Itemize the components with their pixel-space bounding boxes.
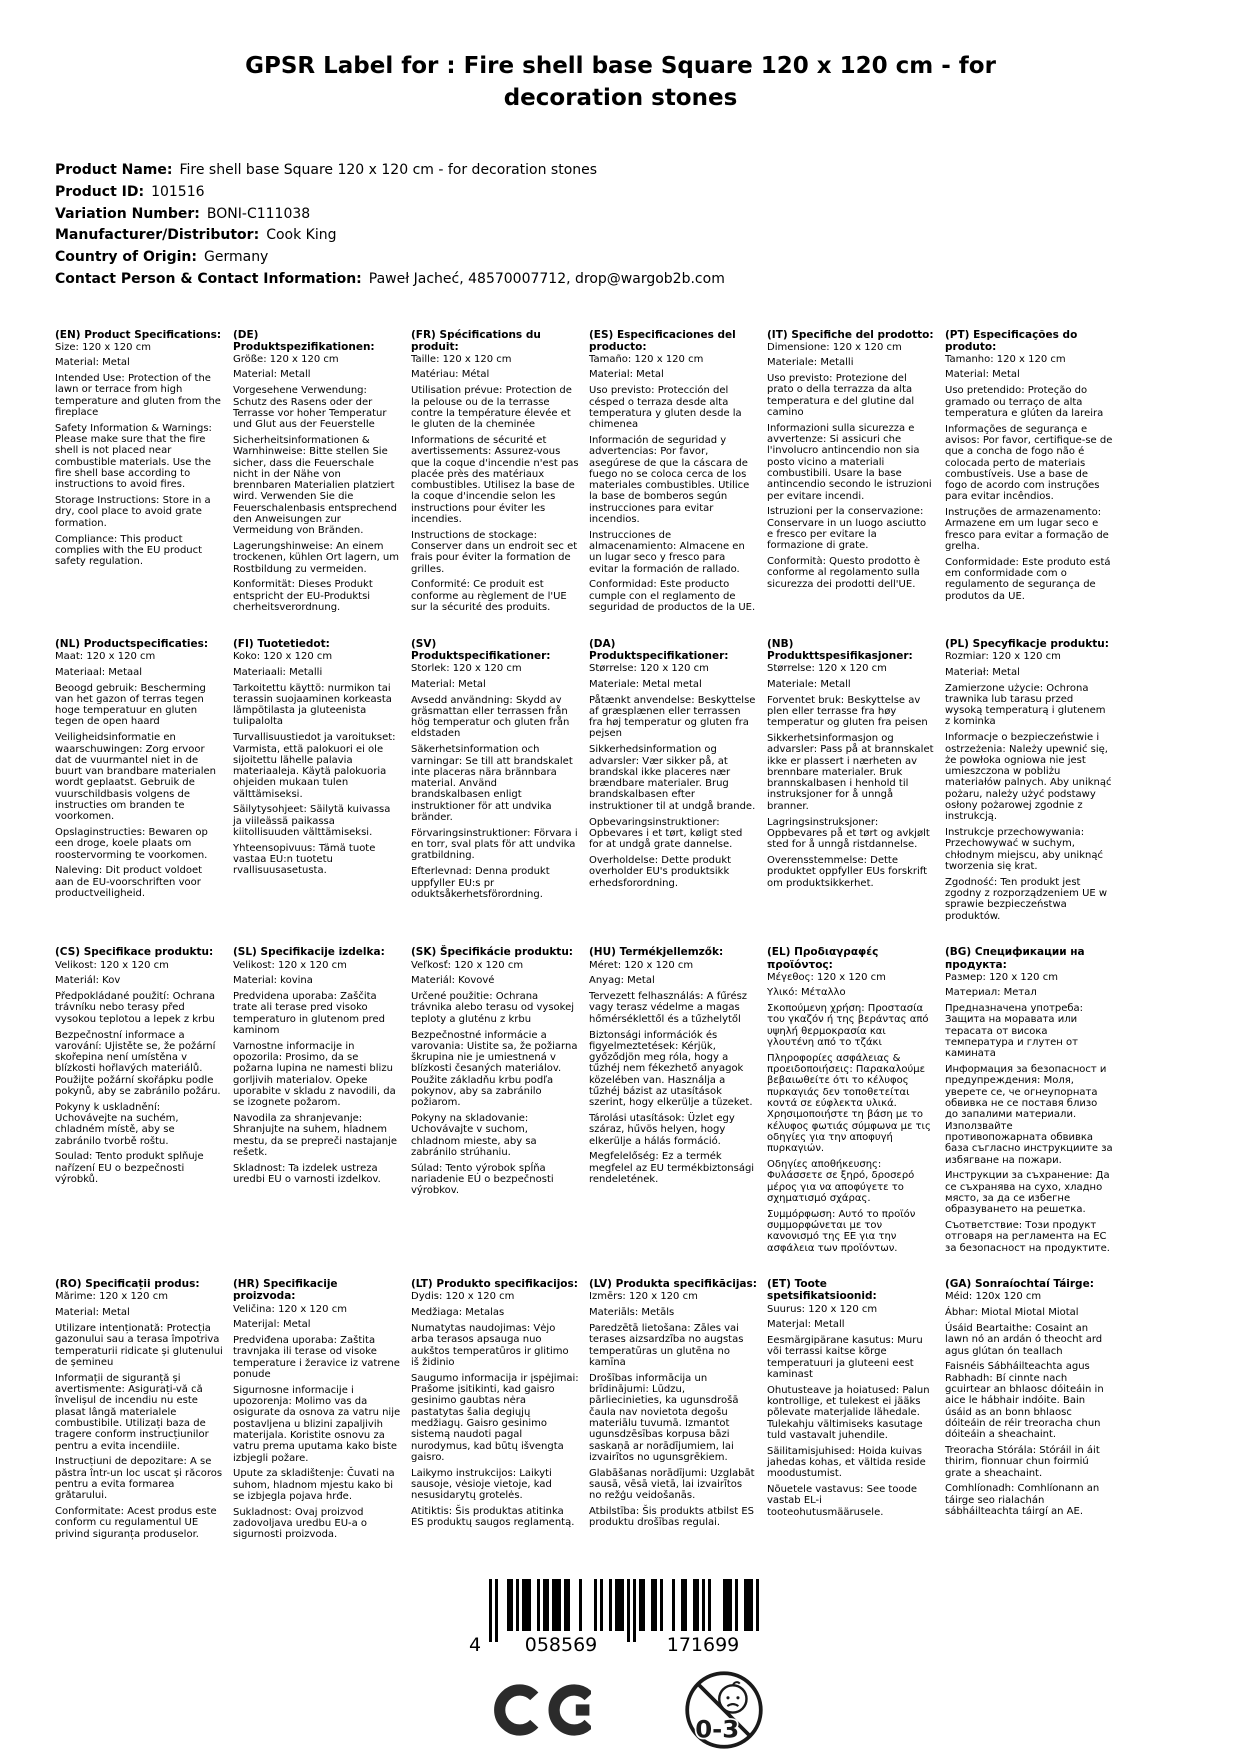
spec-paragraph: Velikost: 120 x 120 cm [55, 959, 169, 971]
spec-paragraph: Forventet bruk: Beskyttelse av plen eller terrasse fra høy temperatur og gluten fra peisen [767, 694, 928, 729]
spec-paragraph: Velikost: 120 x 120 cm [233, 959, 347, 971]
spec-paragraph: Materiaali: Metalli [233, 666, 323, 678]
spec-block-heading: (RO) Specificații produs: [55, 1278, 200, 1291]
spec-paragraph: Opslaginstructies: Bewaren op een droge, koele plaats om roostervorming te voorkomen. [55, 827, 208, 861]
spec-paragraph: Informacje o bezpieczeństwie i ostrzeżenia: Należy upewnić się, że powłoka ogniowa nie jest umieszczona w pobliżu materiałów palnych. Aby uniknąć pożaru, należy użyć podstawy osłony pożarowej zgodnie z instrukcją. [945, 732, 1112, 823]
spec-block-it [767, 329, 935, 618]
spec-paragraph: Size: 120 x 120 cm [55, 341, 151, 353]
spec-block-sv [411, 638, 579, 927]
spec-block-fi [233, 638, 401, 927]
spec-paragraph: Intended Use: Protection of the lawn or terrace from high temperature and gluten from the fireplace [55, 373, 221, 419]
spec-paragraph: Rozmiar: 120 x 120 cm [945, 650, 1061, 662]
contact-row [55, 269, 1241, 291]
spec-paragraph: Materiál: Kov [55, 975, 121, 987]
spec-paragraph: Avsedd användning: Skydd av gräsmattan eller terrassen från hög temperatur och gluten från eldstaden [411, 694, 570, 740]
manufacturer-value: Cook King [266, 227, 337, 244]
spec-paragraph: Instrukcje przechowywania: Przechowywać w suchym, chłodnym miejscu, aby uniknąć tworzenia się krat. [945, 827, 1103, 872]
spec-paragraph: Materiale: Metall [767, 678, 851, 690]
spec-paragraph: Zgodność: Ten produkt jest zgodny z rozporządzeniem UE w sprawie bezpieczeństwa produktów. [945, 876, 1108, 922]
spec-paragraph: Material: Metall [233, 369, 311, 381]
spec-paragraph: Información de seguridad y advertencias: Por favor, asegúrese de que la cáscara de fuego no se coloca cerca de los materiales combustibles. Utilice la base de bomberos según instrucciones para evitar incendios. [589, 434, 750, 525]
spec-paragraph: Určené použitie: Ochrana trávnika alebo terasu od vysokej teploty a gluténu z krbu [411, 991, 575, 1025]
spec-block-heading: (LV) Produkta specifikācijas: [589, 1278, 757, 1291]
spec-paragraph: Uso previsto: Protección del césped o terraza desde alta temperatura y gluten desde la chimenea [589, 385, 742, 431]
country-of-origin-value: Germany [204, 249, 269, 266]
spec-paragraph: Istruzioni per la conservazione: Conservare in un luogo asciutto e fresco per evitare la formazione di grate. [767, 506, 927, 552]
spec-paragraph: Comhlíonadh: Comhlíonann an táirge seo rialachán sábháilteachta táirgí an AE. [945, 1483, 1100, 1518]
spec-paragraph: Medžiaga: Metalas [411, 1307, 505, 1319]
spec-block-heading: (HU) Termékjellemzők: [589, 946, 724, 959]
country-of-origin-row [55, 247, 1241, 269]
spec-block-pt [945, 329, 1113, 618]
spec-paragraph: Materiale: Metalli [767, 357, 854, 369]
spec-paragraph: Vorgesehene Verwendung: Schutz des Rasens oder der Terrasse vor hoher Temperatur und Glut aus der Feuerstelle [233, 385, 387, 431]
spec-paragraph: Varnostne informacije in opozorila: Prosimo, da se požarna lupina ne namesti blizu gorljivih materialov. Opeke uporabite v skladu z navodili, da se izognete požarom. [233, 1040, 396, 1109]
spec-paragraph: Koko: 120 x 120 cm [233, 650, 333, 662]
spec-block-fr [411, 329, 579, 618]
spec-paragraph: Utilizare intenționată: Protecția gazonului sau a terasa împotriva temperaturii ridicate și glutenului de șemineu [55, 1323, 223, 1368]
spec-paragraph: Förvaringsinstruktioner: Förvara i en torr, sval plats för att undvika gratbildning. [411, 827, 578, 862]
footer-section [0, 1579, 1241, 1755]
spec-paragraph: Conformidad: Este producto cumple con el reglamento de seguridad de productos de la UE. [589, 579, 756, 614]
spec-block-heading: (NB) Produkttspesifikasjoner: [767, 637, 913, 662]
spec-block-heading: (HR) Specifikacije proizvoda: [233, 1278, 338, 1303]
spec-paragraph: Conformidade: Este produto está em conformidade com o regulamento de segurança de produtos da UE. [945, 556, 1111, 602]
spec-block-pl [945, 638, 1113, 927]
page-title: GPSR Label for : Fire shell base Square 120 x 120 cm - for decoration stones [245, 53, 996, 112]
spec-paragraph: Sukladnost: Ovaj proizvod zadovoljava uredbu EU-a o sigurnosti proizvoda. [233, 1506, 368, 1541]
spec-block-nl [55, 638, 223, 927]
spec-paragraph: Instrucțiuni de depozitare: A se păstra într-un loc uscat și răcoros pentru a evita formarea grătarului. [55, 1456, 223, 1502]
spec-paragraph: Opbevaringsinstruktioner: Opbevares i et tørt, køligt sted for at undgå grate dannelse. [589, 816, 743, 851]
spec-paragraph: Größe: 120 x 120 cm [233, 353, 339, 365]
spec-paragraph: Storage Instructions: Store in a dry, cool place to avoid grate formation. [55, 495, 211, 529]
spec-paragraph: Lagerungshinweise: An einem trockenen, kühlen Ort lagern, um Rostbildung zu vermeiden. [233, 541, 400, 575]
spec-paragraph: Informații de siguranță și avertismente: Asigurați-vă că învelișul de incendiu nu este plasat lângă materialele combustibile. Utilizați baza de tragere conform instrucțiunilor pentru a evita incendiile. [55, 1372, 209, 1452]
spec-block-heading: (SK) Špecifikácie produktu: [411, 946, 574, 959]
spec-paragraph: Bezpečnostní informace a varování: Ujistěte se, že požární skořepina není umístěna v blízkosti hořlavých materiálů. Použijte požární skořápku podle pokynů, aby se zabránilo požáru. [55, 1029, 221, 1097]
spec-paragraph: Informations de sécurité et avertissements: Assurez-vous que la coque d'incendie n'est pas placée près des matériaux combustibles. Utilisez la base de la coque d'incendie selon les instructions pour éviter les incendies. [411, 434, 579, 525]
spec-block-heading: (PT) Especificações do produto: [945, 328, 1078, 353]
spec-paragraph: Material: Metal [55, 1307, 130, 1319]
product-info-section [55, 160, 1241, 290]
product-id-value: 101516 [151, 184, 205, 201]
spec-paragraph: Paredzētā lietošana: Zāles vai terases aizsardzība no augstas temperatūras un glutēna no kamīna [589, 1323, 744, 1368]
spec-paragraph: Material: kovina [233, 975, 313, 987]
spec-paragraph: Dimensione: 120 x 120 cm [767, 341, 902, 353]
manufacturer-label: Manufacturer/Distributor: [55, 227, 260, 244]
contact-label: Contact Person & Contact Information: [55, 270, 362, 287]
spec-paragraph: Størrelse: 120 x 120 cm [589, 662, 709, 674]
spec-paragraph: Upute za skladištenje: Čuvati na suhom, hladnom mjestu kako bi se izbjegla pojava hrđe. [233, 1468, 395, 1502]
spec-paragraph: Säkerhetsinformation och varningar: Se till att brandskalet inte placeras nära brännbara material. Använd brandskalbasen enligt instruktioner för att undvika bränder. [411, 744, 573, 824]
spec-paragraph: Uso previsto: Protezione del prato o della terrazza da alta temperatura e del glutine dal camino [767, 373, 915, 419]
spec-block-el [767, 946, 935, 1258]
spec-paragraph: Materiaal: Metaal [55, 666, 143, 678]
spec-block-ro [55, 1278, 223, 1545]
spec-paragraph: Beoogd gebruik: Bescherming van het gazon of terras tegen hoge temperatuur en gluten tegen de open haard [55, 682, 206, 728]
spec-block-heading: (GA) Sonraíochtaí Táirge: [945, 1278, 1094, 1291]
spec-grid [55, 329, 1113, 1546]
spec-paragraph: Sikkerhedsinformation og advarsler: Vær sikker på, at brandskal ikke placeres nær brændbare materialer. Brug brandskalbasen efter instruktioner til at undgå brande. [589, 744, 756, 812]
spec-paragraph: Předpokládané použití: Ochrana trávníku nebo terasy před vysokou teplotou a lepek z krbu [55, 991, 216, 1025]
spec-paragraph: Efterlevnad: Denna produkt uppfyller EU:s pr oduktsåkerhetsförordning. [411, 866, 550, 900]
spec-paragraph: Informazioni sulla sicurezza e avvertenze: Si assicuri che l'involucro antincendio non sia posto vicino a materiali combustibili. Usare la base antincendio secondo le istruzioni per evitare incendi. [767, 422, 932, 502]
spec-paragraph: Úsáid Beartaithe: Cosaint an lawn nó an ardán ó theocht ard agus glútan ón teallach [945, 1323, 1103, 1357]
spec-paragraph: Съответствие: Този продукт отговаря на регламента на ЕС за безопасност на продуктите. [945, 1220, 1110, 1254]
spec-paragraph: Material: Metal [945, 369, 1020, 381]
ce-mark-icon [487, 1678, 591, 1746]
spec-paragraph: Zamierzone użycie: Ochrona trawnika lub tarasu przed wysoką temperaturą i glutenem z kominka [945, 682, 1106, 728]
svg-text:171699: 171699 [666, 1634, 739, 1657]
spec-paragraph: Sicherheitsinformationen & Warnhinweise: Bitte stellen Sie sicher, dass die Feuerschale nicht in der Nähe von brennbaren Materialien platziert wird. Verwenden Sie die Feuerschalenbasis entsprechend den Anweisungen zur Vermeidung von Bränden. [233, 434, 397, 537]
barcode-svg [463, 1579, 779, 1657]
spec-paragraph: Påtænkt anvendelse: Beskyttelse af græsplænen eller terrassen fra høj temperatur og gluten fra pejsen [589, 694, 756, 740]
spec-block-heading: (FR) Spécifications du produit: [411, 328, 541, 353]
spec-paragraph: Uso pretendido: Proteção do gramado ou terraço de alta temperatura e glúten da lareira [945, 385, 1104, 419]
spec-block-heading: (DA) Produktspecifikationer: [589, 637, 729, 662]
spec-paragraph: Conformità: Questo prodotto è conforme al regolamento sulla sicurezza dei prodotti dell'UE. [767, 556, 921, 590]
spec-paragraph: Instructions de stockage: Conserver dans un endroit sec et frais pour éviter la formation de grilles. [411, 529, 578, 575]
variation-number-row [55, 204, 1241, 226]
spec-paragraph: Tárolási utasítások: Üzlet egy száraz, hűvös helyen, hogy elkerülje a hálás formáció. [589, 1113, 735, 1147]
spec-paragraph: Veličina: 120 x 120 cm [233, 1303, 347, 1315]
spec-paragraph: Méret: 120 x 120 cm [589, 959, 694, 971]
spec-paragraph: Faisnéis Sábháilteachta agus Rabhadh: Bí cinnte nach gcuirtear an bhlaosc dóiteáin in aice le hábhair indóite. Bain úsáid as an bonn bhlaosc dóiteáin de réir treoracha chun dóiteáin a sheachaint. [945, 1361, 1104, 1441]
spec-block-heading: (FI) Tuotetiedot: [233, 637, 330, 650]
spec-paragraph: Materiāls: Metāls [589, 1307, 675, 1319]
spec-block-heading: (SV) Produktspecifikationer: [411, 637, 551, 662]
spec-paragraph: Atitiktis: Šis produktas atitinka ES produktų saugos reglamentą. [411, 1506, 575, 1529]
spec-paragraph: Material: Metal [411, 678, 486, 690]
spec-paragraph: Safety Information & Warnings: Please make sure that the fire shell is not placed near combustible materials. Use the fire shell base according to instructions to avoid fires. [55, 422, 212, 491]
spec-block-heading: (IT) Specifiche del prodotto: [767, 328, 934, 341]
spec-paragraph: Материал: Метал [945, 987, 1037, 999]
spec-block-hu [589, 946, 757, 1258]
spec-paragraph: Konformität: Dieses Produkt entspricht der EU-Produktsi cherheitsverordnung. [233, 579, 373, 614]
spec-paragraph: Taille: 120 x 120 cm [411, 353, 512, 365]
spec-paragraph: Materjal: Metall [767, 1319, 845, 1331]
spec-paragraph: Biztonsági információk és figyelmeztetések: Kérjük, győződjön meg róla, hogy a tűzhéj nem fékezhető anyagok közelében van. Használja a tűzhéj bázist az utasítások szerint, hogy elkerülje a tüzeket. [589, 1029, 753, 1109]
country-of-origin-label: Country of Origin: [55, 249, 197, 266]
spec-paragraph: Συμμόρφωση: Αυτό το προϊόν συμμορφώνεται με τον κανονισμό της ΕΕ για την ασφάλεια των προϊόντων. [767, 1208, 916, 1254]
spec-paragraph: Overholdelse: Dette produkt overholder EU's produktsikk erhedsforordning. [589, 854, 732, 889]
spec-paragraph: Μέγεθος: 120 x 120 cm [767, 971, 886, 983]
spec-paragraph: Naleving: Dit product voldoet aan de EU-voorschriften voor productveiligheid. [55, 865, 203, 900]
product-id-row [55, 182, 1241, 204]
spec-block-cs [55, 946, 223, 1258]
spec-paragraph: Treoracha Stórála: Stóráil in áit thirim, fionnuar chun foirmiú grate a sheachaint. [945, 1445, 1100, 1479]
spec-paragraph: Conformitate: Acest produs este conform cu regulamentul UE privind siguranța produselor. [55, 1506, 217, 1540]
product-id-label: Product ID: [55, 184, 145, 201]
spec-paragraph: Saugumo informacija ir įspėjimai: Prašome įsitikinti, kad gaisro gesinimo gaubtas nėra pastatytas šalia degiųjų medžiagų. Gaisro gesinimo sistemą naudoti pagal nurodymus, kad būtų išvengta gaisro. [411, 1372, 579, 1463]
spec-paragraph: Méid: 120x 120 cm [945, 1291, 1042, 1303]
contact-value: Paweł Jacheć, 48570007712, drop@wargob2b.com [368, 270, 725, 287]
spec-block-et [767, 1278, 935, 1545]
certification-symbols [487, 1669, 765, 1755]
spec-block-heading: (CS) Specifikace produktu: [55, 946, 214, 959]
spec-paragraph: Laikymo instrukcijos: Laikyti sausoje, vėsioje vietoje, kad nesusidarytų grotelės. [411, 1467, 552, 1502]
spec-paragraph: Materiale: Metal metal [589, 678, 702, 690]
spec-paragraph: Turvallisuustiedot ja varoitukset: Varmista, että palokuori ei ole sijoitettu lähelle palavia materiaaleja. Käytä palokuoria ohjeiden mukaan tulen välttämiseksi. [233, 732, 396, 800]
spec-block-nb [767, 638, 935, 927]
spec-paragraph: Numatytas naudojimas: Vėjo arba terasos apsauga nuo aukštos temperatūros ir glitimo iš židinio [411, 1323, 569, 1368]
spec-block-heading: (LT) Produkto specifikacijos: [411, 1278, 578, 1291]
spec-block-ga [945, 1278, 1113, 1545]
spec-block-de [233, 329, 401, 618]
spec-paragraph: Sikkerhetsinformasjon og advarsler: Pass på at brannskalet ikke er plassert i nærheten av brennbare materialer. Bruk brannskalbasen i henhold til instruksjoner for å unngå branner. [767, 732, 934, 812]
spec-paragraph: Ábhar: Miotal Miotal Miotal [945, 1307, 1079, 1319]
product-name-row [55, 160, 1241, 182]
svg-text:4: 4 [468, 1634, 481, 1657]
spec-block-heading: (BG) Спецификации на продукта: [945, 946, 1085, 971]
spec-paragraph: Predvidena uporaba: Zaščita trate ali terase pred visoko temperaturo in glutenom pred kaminom [233, 991, 385, 1036]
spec-paragraph: Atbilstība: Šis produkts atbilst ES produktu drošības regulai. [589, 1506, 755, 1529]
spec-paragraph: Navodila za shranjevanje: Shranjujte na suhem, hladnem mestu, da se prepreči nastajanje rešetk. [233, 1113, 398, 1158]
spec-block-sl [233, 946, 401, 1258]
spec-paragraph: Materiał: Metal [945, 666, 1020, 678]
spec-paragraph: Material: Metal [55, 357, 130, 369]
spec-block-lv [589, 1278, 757, 1545]
spec-paragraph: Maat: 120 x 120 cm [55, 650, 156, 662]
manufacturer-row [55, 225, 1241, 247]
spec-paragraph: Matériau: Métal [411, 369, 490, 381]
spec-paragraph: Instruções de armazenamento: Armazene em um lugar seco e fresco para evitar a formação de grelha. [945, 507, 1109, 553]
spec-paragraph: Eesmärgipärane kasutus: Muru või terrassi kaitse kõrge temperatuuri ja gluteeni eest kaminast [767, 1335, 923, 1381]
spec-paragraph: Pokyny na skladovanie: Uchovávajte v suchom, chladnom mieste, aby sa zabránilo strúhaniu. [411, 1113, 537, 1158]
spec-block-heading: (SL) Specifikacije izdelka: [233, 946, 385, 959]
svg-text:058569: 058569 [524, 1634, 597, 1657]
spec-paragraph: Tervezett felhasználás: A fűrész vagy terasz védelme a magas hőmérséklettől és a tűzhelytől [589, 991, 748, 1025]
spec-paragraph: Izmērs: 120 x 120 cm [589, 1291, 698, 1303]
spec-block-bg [945, 946, 1113, 1258]
spec-paragraph: Utilisation prévue: Protection de la pelouse ou de la terrasse contre la température élevée et le gluten de la cheminée [411, 385, 572, 431]
spec-paragraph: Υλικό: Μέταλλο [767, 987, 846, 999]
spec-paragraph: Dydis: 120 x 120 cm [411, 1291, 515, 1303]
spec-paragraph: Compliance: This product complies with the EU product safety regulation. [55, 533, 203, 568]
spec-paragraph: Soulad: Tento produkt splňuje nařízení EU o bezpečnosti výrobků. [55, 1151, 204, 1186]
spec-block-hr [233, 1278, 401, 1545]
spec-paragraph: Πληροφορίες ασφάλειας & προειδοποιήσεις: Παρακαλούμε βεβαιωθείτε ότι το κέλυφος πυρκαγιάς δεν τοποθετείται κοντά σε εύφλεκτα υλικά. Χρησιμοποιήστε τη βάση με το κέλυφος φωτιάς σύμφωνα με τις οδηγίες για την αποφυγή πυρκαγιών. [767, 1052, 931, 1155]
spec-block-heading: (PL) Specyfikacje produktu: [945, 637, 1109, 650]
spec-paragraph: Conformité: Ce produit est conforme au règlement de l'UE sur la sécurité des produits. [411, 579, 567, 614]
variation-number-label: Variation Number: [55, 205, 200, 222]
spec-paragraph: Materiál: Kovové [411, 975, 495, 987]
spec-paragraph: Material: Metal [589, 369, 664, 381]
spec-paragraph: Σκοπούμενη χρήση: Προστασία του γκαζόν ή της βεράντας από υψηλή θερμοκρασία και γλουτένη από το τζάκι [767, 1003, 929, 1049]
spec-paragraph: Overensstemmelse: Dette produktet oppfyller EUs forskrift om produktsikkerhet. [767, 854, 928, 889]
spec-paragraph: Drošības informācija un brīdinājumi: Lūdzu, pārliecinieties, ka ugunsdrošā čaula nav novietota degošu materiālu tuvumā. Izmantot ugunsdzēsības korpusa bāzi saskaņā ar norādījumiem, lai izvairītos no ugunsgrēkiem. [589, 1372, 739, 1463]
age-warning-0-3-icon [683, 1669, 765, 1755]
variation-number-value: BONI-C111038 [206, 205, 311, 222]
spec-paragraph: Tarkoitettu käyttö: nurmikon tai terassin suojaaminen korkeasta lämpötilasta ja gluteenista tulipalolta [233, 682, 392, 728]
spec-paragraph: Säilytysohjeet: Säilytä kuivassa ja viileässä paikassa kiitollisuuden välttämiseksi. [233, 804, 391, 839]
spec-paragraph: Pokyny k uskladnění: Uchovávejte na suchém, chladném místě, aby se zabránilo tvorbě roštu. [55, 1101, 179, 1147]
spec-paragraph: Storlek: 120 x 120 cm [411, 662, 522, 674]
product-name-label: Product Name: [55, 162, 173, 179]
spec-paragraph: Инструкции за съхранение: Да се съхранява на сухо, хладно място, за да се избегне образуването на решетка. [945, 1170, 1110, 1216]
spec-paragraph: Bezpečnostné informácie a varovania: Uistite sa, že požiarna škrupina nie je umiestnená v blízkosti česaných materiálov. Použite základňu krbu podľa pokynov, aby sa zabránilo požiarom. [411, 1029, 578, 1109]
spec-paragraph: Materijal: Metal [233, 1319, 311, 1331]
spec-paragraph: Размер: 120 x 120 cm [945, 971, 1058, 983]
spec-block-lt [411, 1278, 579, 1545]
spec-paragraph: Suurus: 120 x 120 cm [767, 1303, 878, 1315]
spec-block-heading: (ET) Toote spetsifikatsioonid: [767, 1278, 877, 1303]
spec-paragraph: Veiligheidsinformatie en waarschuwingen: Zorg ervoor dat de vuurmantel niet in de buurt van brandbare materialen wordt geplaatst. Gebruik de vuurschildbasis volgens de instructies om branden te voorkomen. [55, 732, 216, 823]
spec-block-en [55, 329, 223, 618]
spec-paragraph: Størrelse: 120 x 120 cm [767, 662, 887, 674]
spec-paragraph: Informações de segurança e avisos: Por favor, certifique-se de que a concha de fogo não é colocada perto de materiais combustíveis. Use a base de fogo de acordo com instruções para evitar incêndios. [945, 423, 1113, 503]
spec-paragraph: Skladnost: Ta izdelek ustreza uredbi EU o varnosti izdelkov. [233, 1162, 381, 1186]
spec-paragraph: Megfelelőség: Ez a termék megfelel az EU termékbiztonsági rendeletének. [589, 1151, 755, 1186]
barcode [463, 1579, 779, 1657]
spec-paragraph: Glabāšanas norādījumi: Uzglabāt sausā, vēsā vietā, lai izvairītos no režģu veidošanās. [589, 1467, 755, 1502]
spec-block-heading: (NL) Productspecificaties: [55, 637, 209, 650]
spec-paragraph: Anyag: Metal [589, 975, 655, 987]
product-name-value: Fire shell base Square 120 x 120 cm - for decoration stones [179, 162, 598, 179]
spec-block-heading: (EL) Προδιαγραφές προϊόντος: [767, 946, 879, 971]
spec-paragraph: Mărime: 120 x 120 cm [55, 1291, 168, 1303]
spec-paragraph: Οδηγίες αποθήκευσης: Φυλάσσετε σε ξηρό, δροσερό μέρος για να αποφύγετε το σχηματισμό σχάρας. [767, 1159, 915, 1204]
spec-block-es [589, 329, 757, 618]
spec-paragraph: Tamanho: 120 x 120 cm [945, 353, 1066, 365]
spec-paragraph: Instrucciones de almacenamiento: Almacene en un lugar seco y fresco para evitar la formación de rallado. [589, 529, 745, 575]
spec-paragraph: Sigurnosne informacije i upozorenja: Molimo vas da osigurate da osnova za vatru nije postavljena u blizini zapaljivih materijala. Koristite osnovu za vatru prema uputama kako biste izbjegli požare. [233, 1384, 401, 1464]
spec-paragraph: Predviđena uporaba: Zaštita travnjaka ili terase od visoke temperature i žeravice iz vatrene ponude [233, 1335, 400, 1381]
spec-paragraph: Säilitamisjuhised: Hoida kuivas jahedas kohas, et vältida reside moodustumist. [767, 1445, 926, 1480]
spec-paragraph: Ohutusteave ja hoiatused: Palun kontrollige, et tulekest ei jääks põlevate materjalide lähedale. Tulekahju vältimiseks kasutage tuld vastavalt juhendile. [767, 1384, 930, 1441]
svg-text:0-3: 0-3 [694, 1714, 739, 1744]
spec-block-heading: (DE) Produktspezifikationen: [233, 328, 375, 353]
spec-block-da [589, 638, 757, 927]
spec-block-heading: (EN) Product Specifications: [55, 328, 222, 341]
spec-paragraph: Veľkosť: 120 x 120 cm [411, 959, 524, 971]
spec-block-sk [411, 946, 579, 1258]
spec-paragraph: Информация за безопасност и предупреждения: Моля, уверете се, че огнеупорната обвивка не се поставя близо до запалими материали. Използвайте противопожарната обвивка база съгласно инструкциите за избягване на пожари. [945, 1064, 1113, 1166]
spec-paragraph: Nõuetele vastavus: See toode vastab EL-i tooteohutusmäärusele. [767, 1484, 918, 1518]
spec-block-heading: (ES) Especificaciones del producto: [589, 328, 736, 353]
spec-paragraph: Yhteensopivuus: Tämä tuote vastaa EU:n tuotetu rvallisuusasetusta. [233, 842, 376, 877]
spec-paragraph: Súlad: Tento výrobok spĺňa nariadenie EÚ o bezpečnosti výrobkov. [411, 1162, 554, 1197]
spec-paragraph: Lagringsinstruksjoner: Oppbevares på et tørt og avkjølt sted for å unngå ristdannelse. [767, 816, 930, 851]
spec-paragraph: Предназначена употреба: Защита на моравата или терасата от висока температура и глутен от камината [945, 1003, 1084, 1060]
spec-paragraph: Tamaño: 120 x 120 cm [589, 353, 704, 365]
